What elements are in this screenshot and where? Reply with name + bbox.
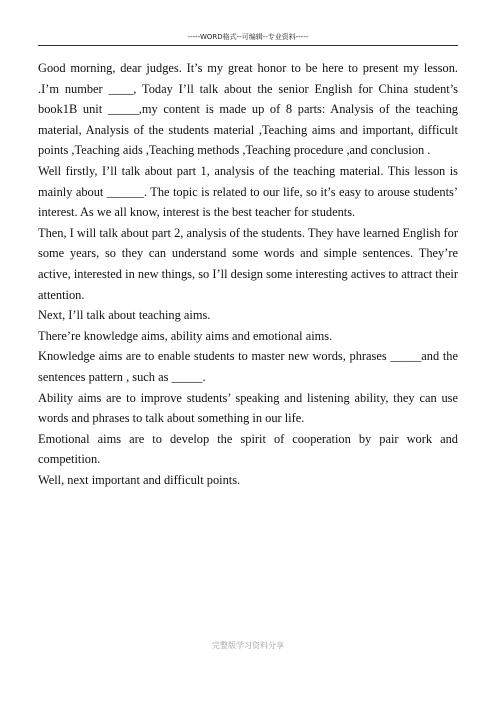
paragraph-teaching-aims-intro: Next, I’ll talk about teaching aims. [38,308,211,323]
document-body [38,58,458,490]
paragraph-students: Then, I will talk about part 2, analysis of the students. They have learned English for some years, so they can understand some words and simple sentences. They’re active, interested in new things, so I’ll design some interesting actives to attract their attention. [38,225,458,302]
page-footer: 完整版学习资料分享 [212,641,284,650]
paragraph-ability-aims: Ability aims are to improve students’ speaking and listening ability, they can use words and phrases to talk about something in our life. [38,390,458,426]
paragraph-knowledge-aims: Knowledge aims are to enable students to master new words, phrases _____and the sentences pattern , such as _____. [38,349,458,384]
paragraph-teaching-material: Well firstly, I’ll talk about part 1, analysis of the teaching material. This lesson is mainly about ______. The topic is related to our life, so it’s easy to arouse students’ interest. As we all know, interest is the best teacher for students. [38,163,458,220]
paragraph-emotional-aims: Emotional aims are to develop the spirit of cooperation by pair work and competition. [38,431,458,467]
paragraph-difficult-points: Well, next important and difficult points. [38,472,241,487]
header-divider [38,45,458,46]
page-header: -----WORD格式--可编辑--专业资料----- [187,33,309,41]
paragraph-introduction: Good morning, dear judges. It’s my great honor to be here to present my lesson. .I’m number ____, Today I’ll talk about the senior English for China student’s book1B unit _____,my content is made up of 8 parts: Analysis of the teaching material, Analysis of the students material ,Teaching aims and important, difficult points ,Teaching aids ,Teaching methods ,Teaching procedure ,and conclusion . [38,61,458,158]
paragraph-aims-types: There’re knowledge aims, ability aims and emotional aims. [38,328,333,343]
